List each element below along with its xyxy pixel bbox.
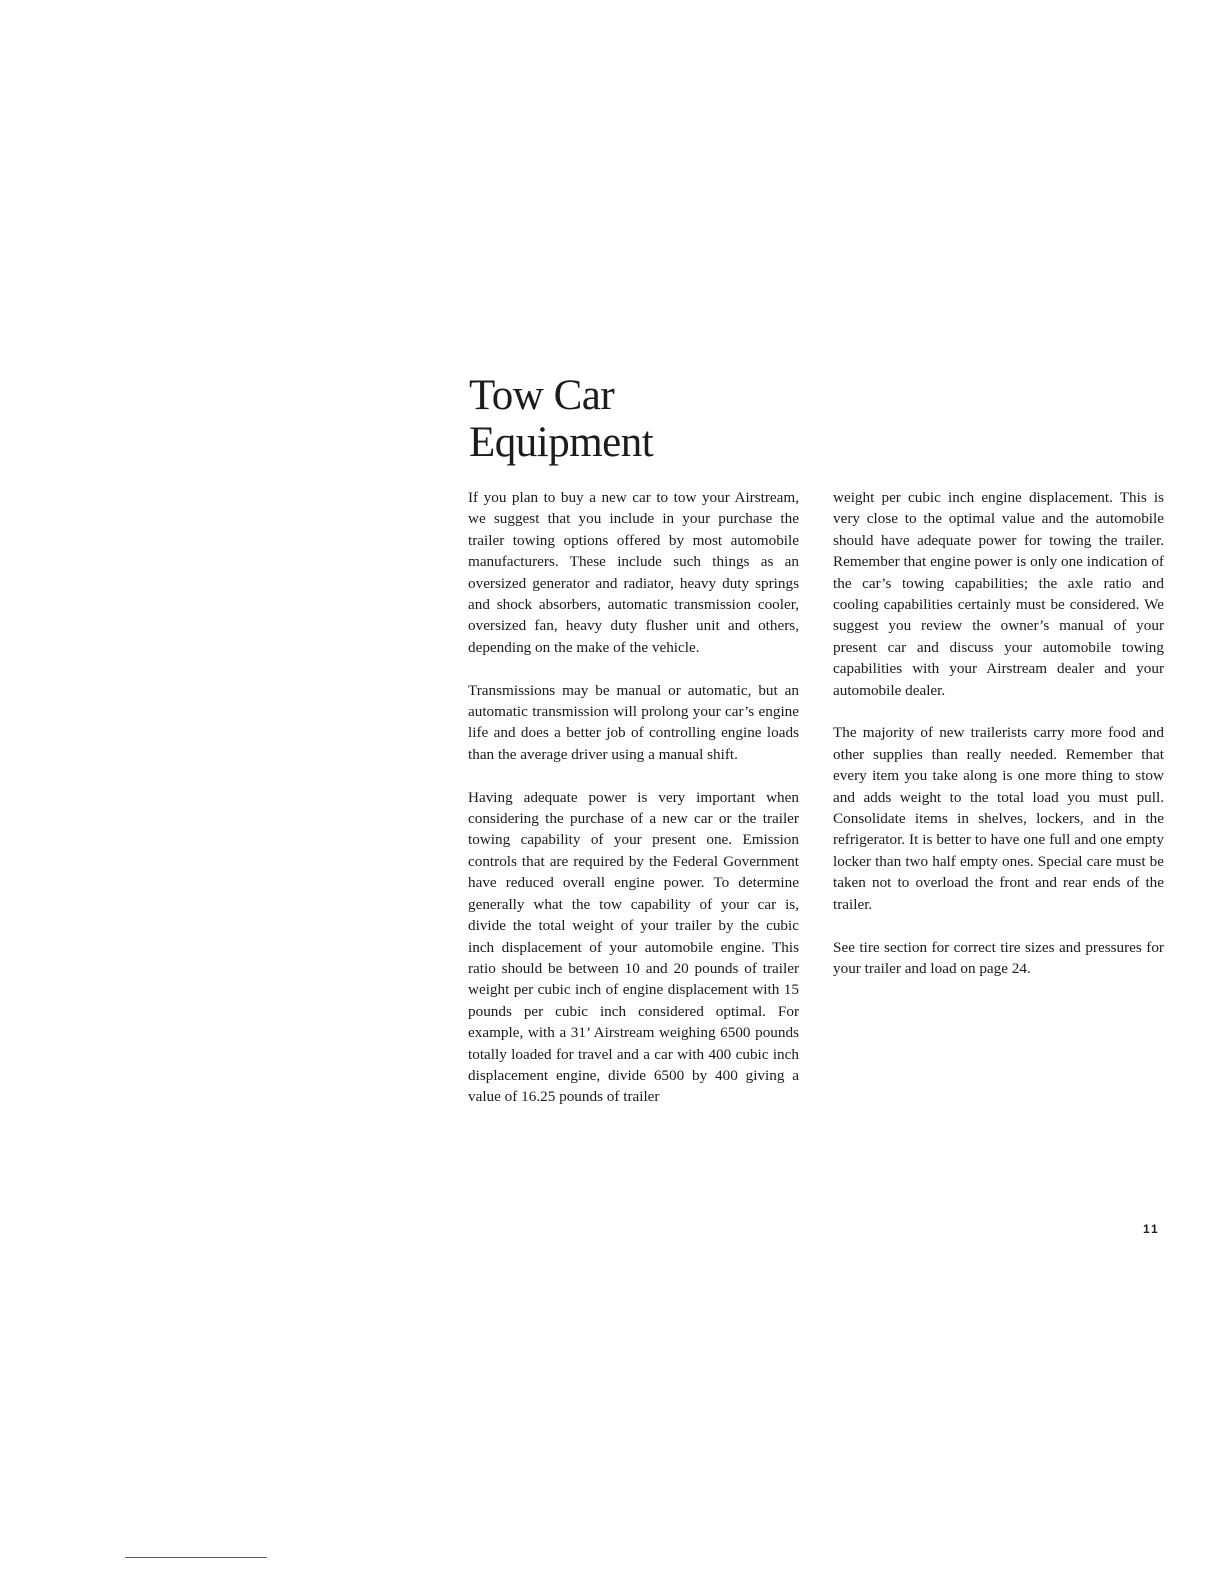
left-column (468, 487, 799, 1129)
paragraph-tire-section: See tire section for correct tire sizes and pressures for your trailer and load on page 24. (833, 938, 1164, 977)
paragraph-adequate-power: Having adequate power is very important when considering the purchase of a new car or the trailer towing capability of your present one. Emission controls that are required by the Federal Government have reduced overall engine power. To determine generally what the tow capability of your car is, divide the total weight of your trailer by the cubic inch displacement of your automobile engine. This ratio should be between 10 and 20 pounds of trailer weight per cubic inch of engine displacement with 15 pounds per cubic inch considered optimal. For example, with a 31’ Airstream weighing 6500 pounds totally loaded for travel and a car with 400 cubic inch displacement engine, divide 6500 by 400 giving a value of 16.25 pounds of trailer (468, 788, 799, 1106)
paragraph-transmissions: Transmissions may be manual or automatic, but an automatic transmission will prolong your car’s engine life and does a better job of controlling engine loads than the average driver using a manual shift. (468, 681, 799, 763)
title-line-2: Equipment (469, 419, 654, 466)
right-column (833, 487, 1164, 1001)
page-title (469, 372, 653, 466)
title-line-1: Tow Car (469, 372, 615, 419)
footnote-rule (125, 1557, 267, 1558)
paragraph-tow-options: If you plan to buy a new car to tow your Airstream, we suggest that you include in your purchase the trailer towing options offered by most automobile manufacturers. These include such things as an oversized generator and radiator, heavy duty springs and shock absorbers, automatic transmission cooler, oversized fan, heavy duty flusher unit and others, depending on the make of the vehicle. (468, 489, 799, 656)
paragraph-supplies: The majority of new trailerists carry more food and other supplies than really needed. Remember that every item you take along is one more thing to stow and adds weight to the total load you must pull. Consolidate items in shelves, lockers, and in the refrigerator. It is better to have one full and one empty locker than two half empty ones. Special care must be taken not to overload the front and rear ends of the trailer. (833, 724, 1164, 913)
paragraph-power-continued: weight per cubic inch engine displacement. This is very close to the optimal value and the automobile should have adequate power for towing the trailer. Remember that engine power is only one indication of the car’s towing capabilities; the axle ratio and cooling capabilities certainly must be considered. We suggest you review the owner’s manual of your present car and discuss your automobile towing capabilities with your Airstream dealer and your automobile dealer. (833, 489, 1164, 699)
page-number: 11 (1143, 1222, 1160, 1236)
